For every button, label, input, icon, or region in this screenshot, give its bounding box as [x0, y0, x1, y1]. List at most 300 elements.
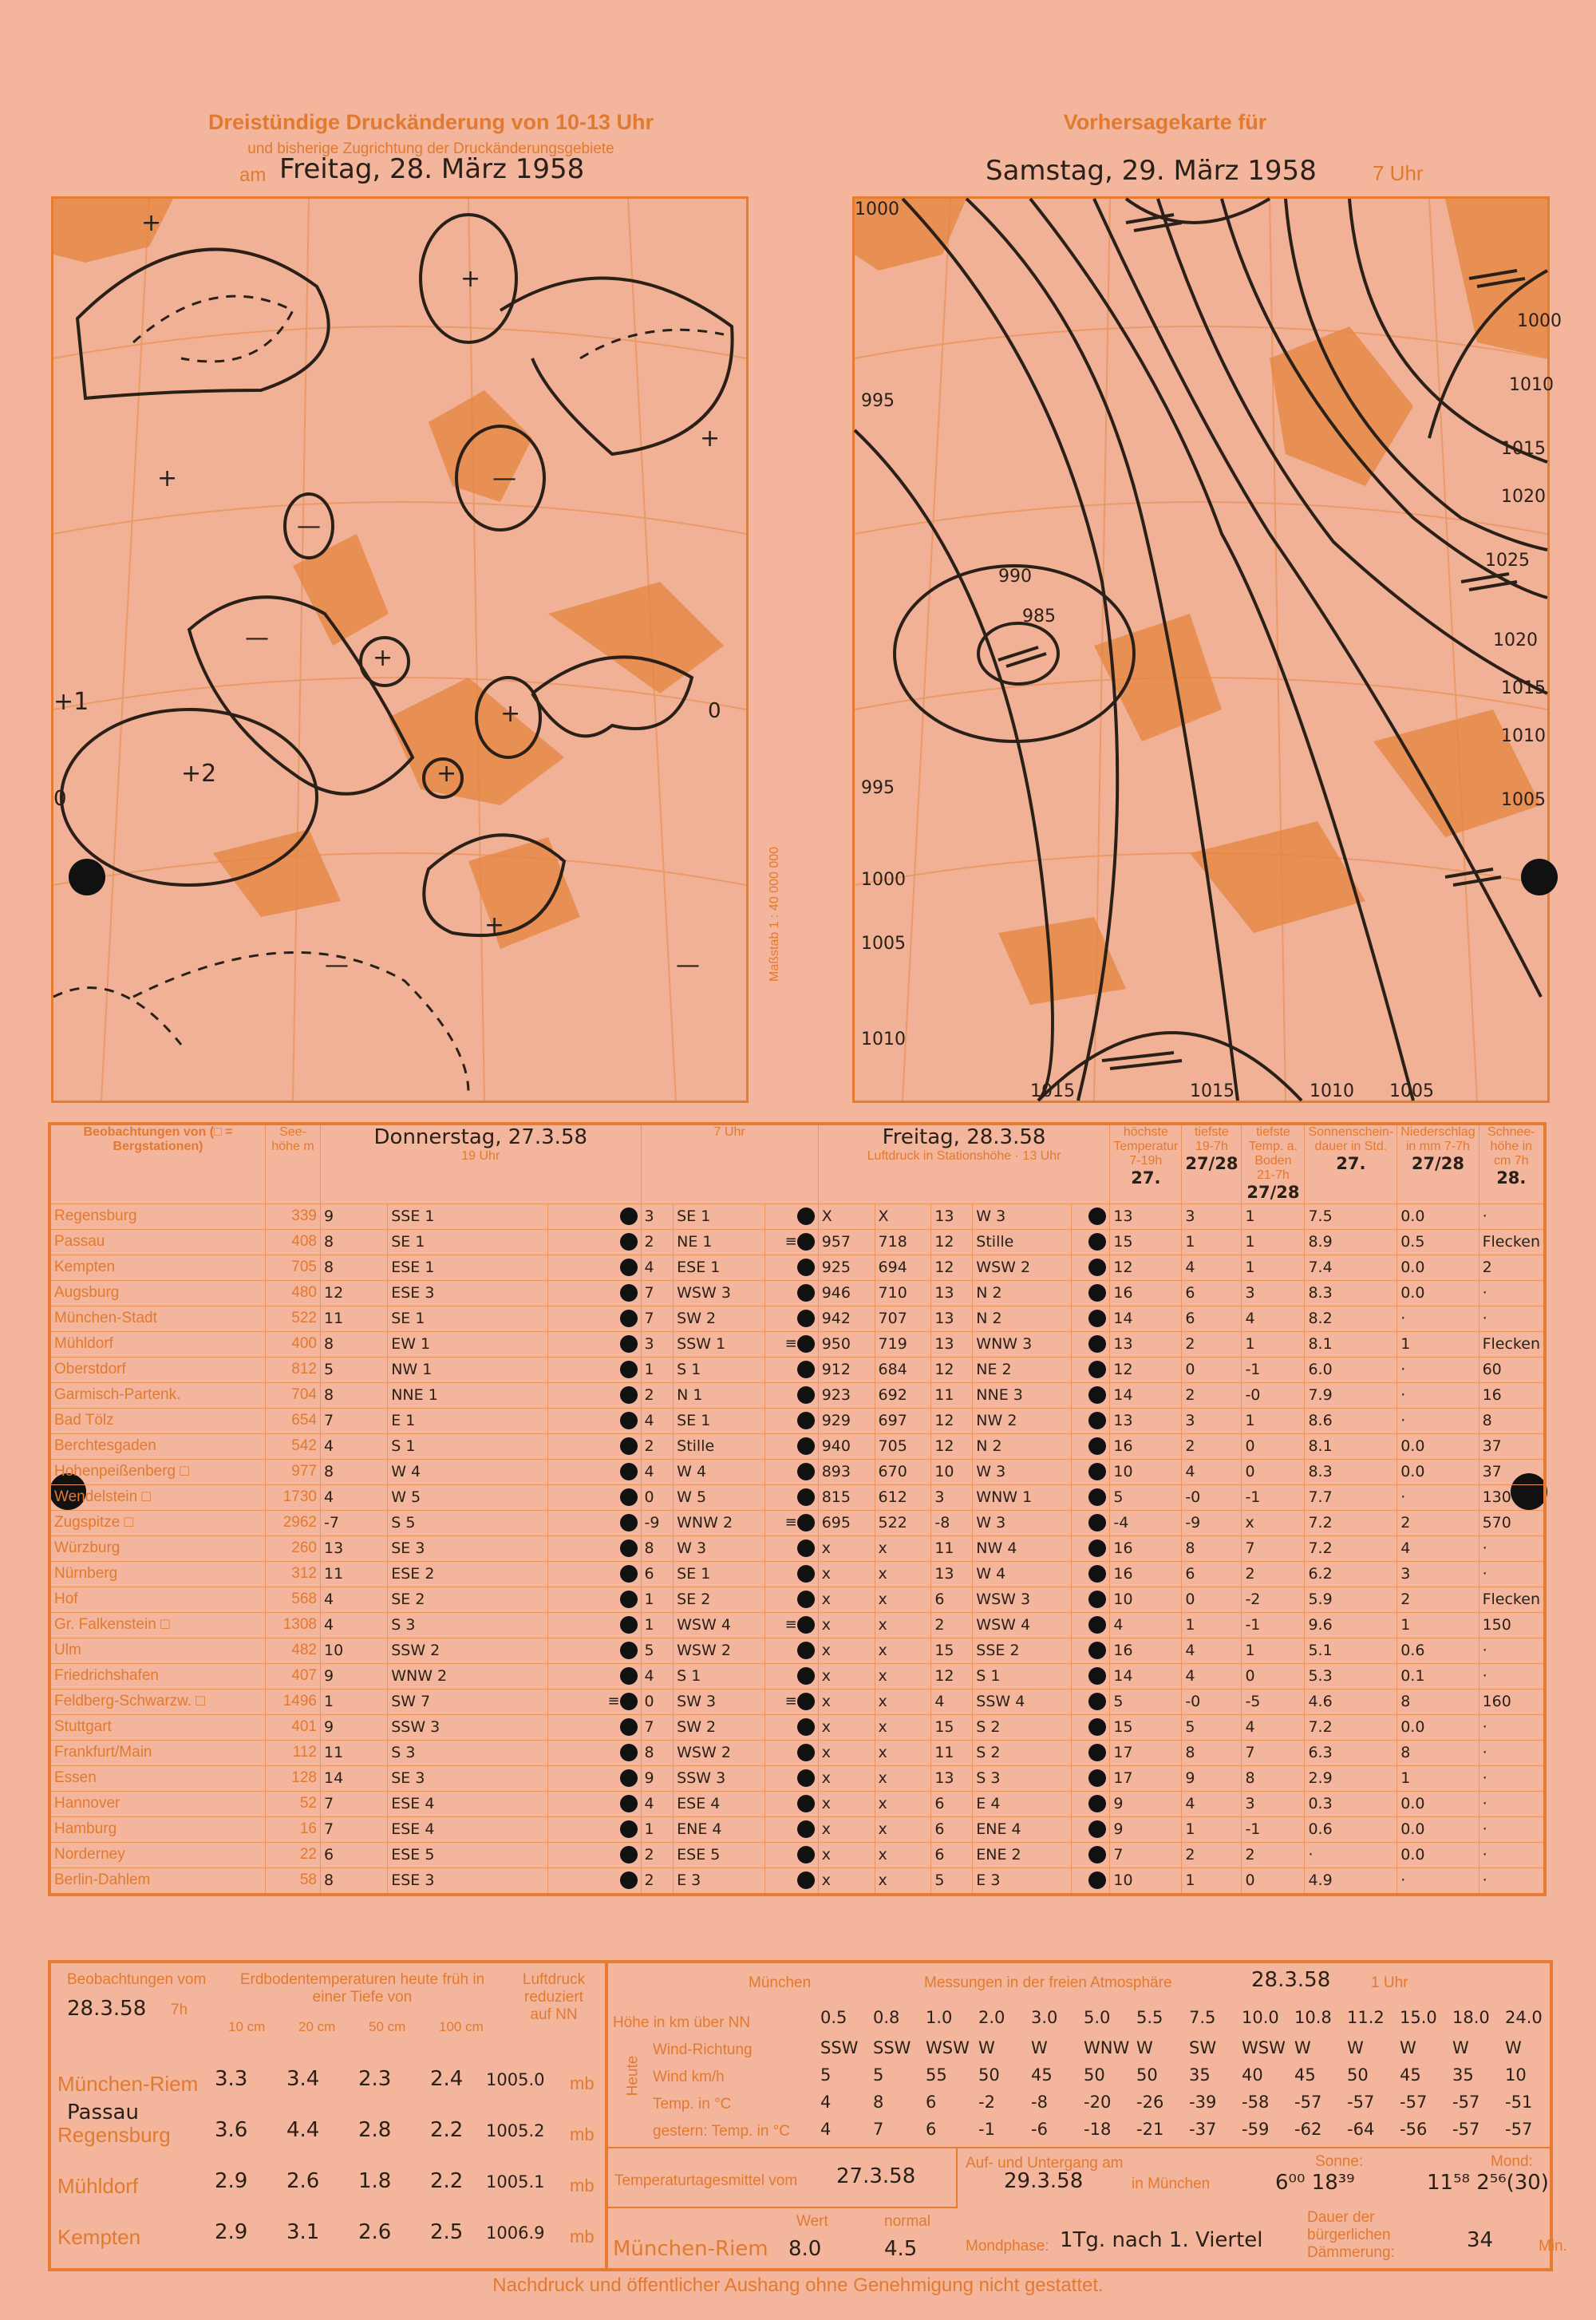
cloud-cover-icon: [797, 1795, 815, 1812]
cell-min: 6: [1182, 1306, 1242, 1331]
cell-t19: 11: [321, 1740, 388, 1765]
cell-wx7: [764, 1740, 818, 1765]
cell-snow: Flecken: [1479, 1229, 1545, 1255]
cell-wx19: [547, 1484, 641, 1510]
cell-min: 1: [1182, 1229, 1242, 1255]
cloud-cover-icon: [1088, 1412, 1106, 1429]
cell-t13: 15: [931, 1714, 973, 1740]
cell-min: 4: [1182, 1791, 1242, 1816]
cell-ground: -5: [1242, 1689, 1305, 1714]
cell-t7: 1: [641, 1587, 674, 1612]
cell-t7: 8: [641, 1740, 674, 1765]
cell-w19: S 1: [388, 1433, 547, 1459]
cell-height: 480: [266, 1280, 321, 1306]
tmittel-label: Temperaturtagesmittel vom: [614, 2172, 798, 2189]
table-row: [49, 1331, 1545, 1357]
cloud-cover-icon: [1088, 1642, 1106, 1659]
cell-w7: SW 2: [674, 1306, 765, 1331]
pressure-change-map: [51, 196, 749, 1103]
cloud-cover-icon: [1088, 1539, 1106, 1557]
svg-text:0: 0: [53, 787, 67, 811]
cell-wx19: [547, 1816, 641, 1842]
soil-depth-label: 50 cm: [369, 2019, 406, 2034]
aero-height: 1.0: [926, 2008, 953, 2027]
aero-value: 50: [978, 2065, 1000, 2085]
cell-station: Essen: [49, 1765, 266, 1791]
sonne-value: 6⁰⁰ 18³⁹: [1275, 2171, 1355, 2195]
cell-max: 5: [1110, 1484, 1182, 1510]
aero-value: -57: [1452, 2120, 1480, 2139]
cell-w19: SSW 3: [388, 1714, 547, 1740]
cell-mb: x: [818, 1842, 875, 1867]
cell-mm: x: [875, 1689, 931, 1714]
cell-ground: 7: [1242, 1740, 1305, 1765]
cell-ground: 4: [1242, 1306, 1305, 1331]
cell-sun: ·: [1305, 1842, 1397, 1867]
aero-value: -8: [1031, 2093, 1048, 2112]
aero-value: 45: [1294, 2065, 1316, 2085]
cell-wx13: [1071, 1484, 1110, 1510]
cell-max: 9: [1110, 1791, 1182, 1816]
aufunter-date: 29.3.58: [1004, 2169, 1084, 2193]
cell-t7: 4: [641, 1255, 674, 1280]
cell-max: 5: [1110, 1689, 1182, 1714]
col-sun: Sonnenschein-dauer in Std. 27.: [1305, 1124, 1397, 1203]
svg-text:990: 990: [998, 567, 1032, 587]
cell-t19: 9: [321, 1663, 388, 1689]
cell-wx7: [764, 1638, 818, 1663]
cell-precip: ·: [1397, 1867, 1479, 1895]
cell-t19: 5: [321, 1357, 388, 1382]
cell-mb: 942: [818, 1306, 875, 1331]
cell-station: Garmisch-Partenk.: [49, 1382, 266, 1408]
aero-height: 11.2: [1347, 2008, 1385, 2027]
cell-mm: 710: [875, 1280, 931, 1306]
cell-mb: x: [818, 1714, 875, 1740]
cell-t13: 13: [931, 1765, 973, 1791]
cell-w7: W 5: [674, 1484, 765, 1510]
aero-value: W: [1031, 2038, 1048, 2057]
soil-depth-label: 100 cm: [439, 2019, 484, 2034]
cell-mm: x: [875, 1587, 931, 1612]
cell-w7: N 1: [674, 1382, 765, 1408]
cell-wx19: [547, 1382, 641, 1408]
cell-mm: 707: [875, 1306, 931, 1331]
cloud-cover-icon: [1088, 1795, 1106, 1812]
cell-max: 9: [1110, 1816, 1182, 1842]
cell-wx13: [1071, 1740, 1110, 1765]
cell-wx13: [1071, 1714, 1110, 1740]
cell-wx7: [764, 1510, 818, 1535]
soil-value: 2.9: [215, 2169, 248, 2193]
cell-w13: NW 4: [973, 1535, 1072, 1561]
cell-t19: -7: [321, 1510, 388, 1535]
cell-station: Oberstdorf: [49, 1357, 266, 1382]
mond-value: 11⁵⁸ 2⁵⁶(30): [1427, 2171, 1549, 2195]
table-row: [49, 1714, 1545, 1740]
cell-snow: 130: [1479, 1484, 1545, 1510]
cell-w7: ENE 4: [674, 1816, 765, 1842]
cell-wx7: [764, 1765, 818, 1791]
cell-height: 705: [266, 1255, 321, 1280]
cell-mm: 684: [875, 1357, 931, 1382]
cell-t7: 2: [641, 1229, 674, 1255]
soil-panel: [51, 1963, 608, 2268]
aero-date: 28.3.58: [1251, 1968, 1331, 1992]
svg-text:1000: 1000: [861, 870, 906, 890]
cell-mm: 705: [875, 1433, 931, 1459]
cell-t7: 8: [641, 1535, 674, 1561]
cell-t19: 12: [321, 1280, 388, 1306]
cell-height: 1730: [266, 1484, 321, 1510]
cell-w19: W 5: [388, 1484, 547, 1510]
svg-text:—: —: [297, 512, 321, 540]
cell-station: Hohenpeißenberg □: [49, 1459, 266, 1484]
cloud-cover-icon: [1088, 1846, 1106, 1864]
cell-wx13: [1071, 1561, 1110, 1587]
tmittel-values: [605, 2207, 956, 2270]
aero-value: -56: [1400, 2120, 1428, 2139]
cell-snow: ·: [1479, 1280, 1545, 1306]
cell-wx19: [547, 1714, 641, 1740]
cell-t7: 1: [641, 1816, 674, 1842]
aero-value: -64: [1347, 2120, 1375, 2139]
table-row: [49, 1791, 1545, 1816]
cell-w19: S 3: [388, 1740, 547, 1765]
right-map-time: 7 Uhr: [1373, 161, 1424, 185]
svg-text:1025: 1025: [1485, 551, 1530, 571]
cell-max: 12: [1110, 1357, 1182, 1382]
cell-precip: 8: [1397, 1689, 1479, 1714]
cell-t7: 2: [641, 1867, 674, 1895]
cell-t19: 8: [321, 1459, 388, 1484]
cloud-cover-icon: [797, 1539, 815, 1557]
cell-sun: 7.2: [1305, 1714, 1397, 1740]
cloud-cover-icon: [1088, 1667, 1106, 1685]
aero-value: -26: [1136, 2093, 1164, 2112]
cell-wx19: [547, 1357, 641, 1382]
cell-station: Friedrichshafen: [49, 1663, 266, 1689]
cell-w7: SE 1: [674, 1408, 765, 1433]
normal-label: normal: [884, 2213, 931, 2230]
cell-t19: 8: [321, 1255, 388, 1280]
soil-value: 2.5: [430, 2220, 464, 2244]
cell-t19: 4: [321, 1587, 388, 1612]
cloud-cover-icon: [1088, 1310, 1106, 1327]
cell-mm: x: [875, 1842, 931, 1867]
aero-value: -20: [1084, 2093, 1112, 2112]
cell-sun: 4.9: [1305, 1867, 1397, 1895]
cloud-cover-icon: [797, 1335, 815, 1353]
cell-w7: W 4: [674, 1459, 765, 1484]
aero-value: 45: [1400, 2065, 1421, 2085]
cell-ground: 0: [1242, 1433, 1305, 1459]
cell-sun: 8.9: [1305, 1229, 1397, 1255]
table-row: [49, 1459, 1545, 1484]
cell-wx19: [547, 1740, 641, 1765]
cloud-cover-icon: [1088, 1871, 1106, 1889]
cloud-cover-icon: [620, 1437, 638, 1455]
cell-max: 14: [1110, 1382, 1182, 1408]
cell-precip: 0.0: [1397, 1255, 1479, 1280]
cloud-cover-icon: [620, 1693, 638, 1710]
svg-text:1015: 1015: [1190, 1081, 1235, 1101]
cloud-cover-icon: [797, 1412, 815, 1429]
aero-height: 18.0: [1452, 2008, 1490, 2027]
soil-unit: mb: [570, 2176, 595, 2196]
cell-t19: 7: [321, 1408, 388, 1433]
cell-mm: 718: [875, 1229, 931, 1255]
cell-t13: 12: [931, 1408, 973, 1433]
tmittel-station: München-Riem: [613, 2237, 768, 2261]
cell-max: 16: [1110, 1280, 1182, 1306]
cell-max: 16: [1110, 1433, 1182, 1459]
cell-wx7: [764, 1842, 818, 1867]
cloud-cover-icon: [1088, 1335, 1106, 1353]
cell-sun: 8.1: [1305, 1331, 1397, 1357]
cell-mb: 815: [818, 1484, 875, 1510]
cell-w7: SSW 1: [674, 1331, 765, 1357]
cloud-cover-icon: [797, 1233, 815, 1251]
cell-wx7: [764, 1663, 818, 1689]
cell-ground: -1: [1242, 1612, 1305, 1638]
cell-w19: SSW 2: [388, 1638, 547, 1663]
soil-value: 2.2: [430, 2169, 464, 2193]
cell-t13: 13: [931, 1561, 973, 1587]
cell-precip: ·: [1397, 1357, 1479, 1382]
cell-t7: 4: [641, 1459, 674, 1484]
cell-snow: 60: [1479, 1357, 1545, 1382]
cell-wx19: [547, 1638, 641, 1663]
cell-station: Bad Tölz: [49, 1408, 266, 1433]
bottom-panel: [48, 1960, 1567, 2271]
cell-wx7: [764, 1612, 818, 1638]
cell-ground: 1: [1242, 1408, 1305, 1433]
cell-precip: 1: [1397, 1612, 1479, 1638]
cell-station: Wendelstein □: [49, 1484, 266, 1510]
cloud-cover-icon: [620, 1820, 638, 1838]
cell-w7: WSW 2: [674, 1740, 765, 1765]
cell-w13: W 4: [973, 1561, 1072, 1587]
cell-t19: 8: [321, 1867, 388, 1895]
svg-text:1020: 1020: [1493, 630, 1538, 650]
svg-text:1010: 1010: [1509, 375, 1554, 395]
table-row: [49, 1816, 1545, 1842]
cell-w7: SW 3: [674, 1689, 765, 1714]
cell-snow: ·: [1479, 1816, 1545, 1842]
cell-t19: 11: [321, 1561, 388, 1587]
left-map-date: Freitag, 28. März 1958: [279, 153, 585, 185]
cell-precip: ·: [1397, 1408, 1479, 1433]
cell-w19: SE 1: [388, 1306, 547, 1331]
cell-mm: x: [875, 1816, 931, 1842]
cell-min: 4: [1182, 1638, 1242, 1663]
weather-symbol-text: ≡: [784, 1514, 797, 1531]
cell-t19: 4: [321, 1484, 388, 1510]
right-map-date: Samstag, 29. März 1958: [986, 155, 1317, 187]
cell-height: 2962: [266, 1510, 321, 1535]
cloud-cover-icon: [1088, 1565, 1106, 1583]
cell-w7: ESE 1: [674, 1255, 765, 1280]
wert-value: 8.0: [788, 2237, 822, 2261]
cell-station: Augsburg: [49, 1280, 266, 1306]
cell-sun: 7.2: [1305, 1510, 1397, 1535]
cell-mb: 957: [818, 1229, 875, 1255]
svg-text:+: +: [141, 209, 162, 237]
cell-wx19: [547, 1663, 641, 1689]
cell-w19: ESE 3: [388, 1867, 547, 1895]
svg-text:1000: 1000: [855, 200, 899, 219]
cell-w13: NE 2: [973, 1357, 1072, 1382]
cell-w13: ENE 2: [973, 1842, 1072, 1867]
cloud-cover-icon: [797, 1820, 815, 1838]
sonne-label: Sonne:: [1315, 2153, 1364, 2170]
right-map-title: Vorhersagekarte für: [1063, 110, 1267, 134]
cell-min: 2: [1182, 1331, 1242, 1357]
cloud-cover-icon: [797, 1591, 815, 1608]
table-row: [49, 1357, 1545, 1382]
cell-w13: W 3: [973, 1459, 1072, 1484]
cell-ground: -1: [1242, 1357, 1305, 1382]
cell-w7: WNW 2: [674, 1510, 765, 1535]
cell-wx13: [1071, 1382, 1110, 1408]
cloud-cover-icon: [620, 1871, 638, 1889]
col-ground: tiefste Temp. a. Boden 21-7h 27/28: [1242, 1124, 1305, 1203]
cell-t19: 13: [321, 1535, 388, 1561]
cell-snow: ·: [1479, 1714, 1545, 1740]
cell-station: Norderney: [49, 1842, 266, 1867]
soil-depth-label: 10 cm: [228, 2019, 266, 2034]
aero-value: SSW: [820, 2038, 859, 2057]
cell-snow: Flecken: [1479, 1331, 1545, 1357]
cell-min: 5: [1182, 1714, 1242, 1740]
cell-t13: 11: [931, 1740, 973, 1765]
cell-wx13: [1071, 1280, 1110, 1306]
cell-max: 13: [1110, 1331, 1182, 1357]
cell-sun: 5.3: [1305, 1663, 1397, 1689]
aero-title: Messungen in der freien Atmosphäre: [924, 1974, 1172, 1991]
aero-value: 8: [873, 2093, 884, 2112]
cell-ground: -1: [1242, 1816, 1305, 1842]
cell-wx7: [764, 1382, 818, 1408]
cell-w13: WSW 3: [973, 1587, 1072, 1612]
cell-wx7: [764, 1714, 818, 1740]
cell-height: 16: [266, 1816, 321, 1842]
table-row: [49, 1382, 1545, 1408]
cell-max: 16: [1110, 1535, 1182, 1561]
cell-snow: 150: [1479, 1612, 1545, 1638]
cell-w19: S 3: [388, 1612, 547, 1638]
cell-ground: 3: [1242, 1280, 1305, 1306]
soil-title: Beobachtungen vom: [67, 1971, 207, 1988]
cell-ground: -0: [1242, 1382, 1305, 1408]
cell-w13: WNW 1: [973, 1484, 1072, 1510]
soil-value: 4.4: [286, 2118, 320, 2142]
cell-t7: 6: [641, 1561, 674, 1587]
cell-precip: 2: [1397, 1510, 1479, 1535]
cell-w19: ESE 4: [388, 1791, 547, 1816]
aero-value: WSW: [926, 2038, 970, 2057]
cell-mb: 923: [818, 1382, 875, 1408]
cloud-cover-icon: [620, 1259, 638, 1276]
soil-value: 3.3: [215, 2067, 248, 2091]
cell-wx13: [1071, 1203, 1110, 1229]
cell-w7: S 1: [674, 1663, 765, 1689]
aero-value: -37: [1189, 2120, 1217, 2139]
pressure-change-map-drawing: [53, 199, 746, 1101]
astro-box: [956, 2147, 1567, 2270]
cell-height: 128: [266, 1765, 321, 1791]
soil-time: 7h: [171, 2002, 188, 2018]
cell-w13: NW 2: [973, 1408, 1072, 1433]
cell-mb: x: [818, 1791, 875, 1816]
svg-text:+2: +2: [181, 760, 217, 788]
cell-precip: ·: [1397, 1382, 1479, 1408]
cell-mm: x: [875, 1638, 931, 1663]
soil-pressure: 1005.2: [486, 2121, 545, 2140]
svg-text:—: —: [492, 464, 516, 492]
cell-min: 4: [1182, 1255, 1242, 1280]
table-row: [49, 1433, 1545, 1459]
aero-value: W: [1452, 2038, 1469, 2057]
cell-t13: 6: [931, 1587, 973, 1612]
cell-snow: ·: [1479, 1765, 1545, 1791]
cell-wx19: [547, 1331, 641, 1357]
cell-precip: ·: [1397, 1306, 1479, 1331]
cell-wx13: [1071, 1612, 1110, 1638]
aero-row-label: Wind km/h: [653, 2069, 725, 2085]
svg-text:995: 995: [861, 778, 895, 798]
cell-precip: 0.0: [1397, 1433, 1479, 1459]
cell-mb: x: [818, 1587, 875, 1612]
cell-w13: N 2: [973, 1433, 1072, 1459]
cell-mb: x: [818, 1535, 875, 1561]
cell-w19: ESE 4: [388, 1816, 547, 1842]
aero-value: -62: [1294, 2120, 1322, 2139]
aero-value: -59: [1242, 2120, 1270, 2139]
cloud-cover-icon: [620, 1769, 638, 1787]
cell-t7: 4: [641, 1408, 674, 1433]
cloud-cover-icon: [620, 1591, 638, 1608]
cell-w7: WSW 3: [674, 1280, 765, 1306]
cell-station: Zugspitze □: [49, 1510, 266, 1535]
cell-t13: 11: [931, 1382, 973, 1408]
cell-height: 1496: [266, 1689, 321, 1714]
cell-wx13: [1071, 1510, 1110, 1535]
aero-value: WNW: [1084, 2038, 1130, 2057]
cloud-cover-icon: [797, 1207, 815, 1225]
svg-text:995: 995: [861, 391, 895, 411]
cell-mm: x: [875, 1561, 931, 1587]
aero-value: 50: [1084, 2065, 1105, 2085]
aero-value: -57: [1505, 2120, 1533, 2139]
cell-wx7: [764, 1408, 818, 1433]
soil-value: 3.6: [215, 2118, 248, 2142]
cell-w13: Stille: [973, 1229, 1072, 1255]
cell-min: -0: [1182, 1689, 1242, 1714]
cell-snow: ·: [1479, 1842, 1545, 1867]
aero-value: -18: [1084, 2120, 1112, 2139]
cell-wx19: [547, 1867, 641, 1895]
aero-value: WSW: [1242, 2038, 1286, 2057]
cell-wx7: [764, 1587, 818, 1612]
cell-height: 654: [266, 1408, 321, 1433]
aero-value: -39: [1189, 2093, 1217, 2112]
in-muenchen: in München: [1132, 2176, 1211, 2192]
aero-height-label: Höhe in km über NN: [613, 2014, 751, 2031]
cell-w19: EW 1: [388, 1331, 547, 1357]
aero-height: 3.0: [1031, 2008, 1058, 2027]
